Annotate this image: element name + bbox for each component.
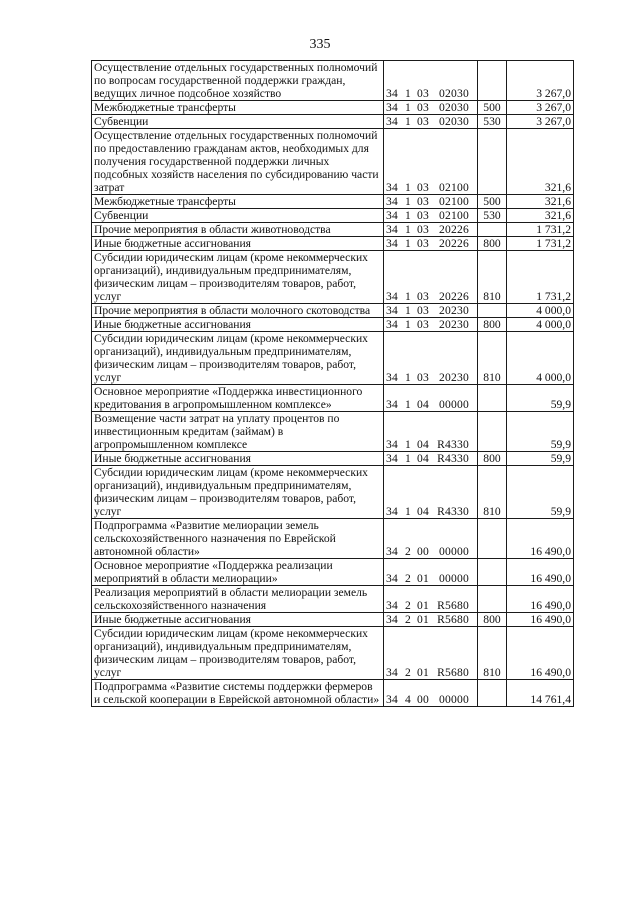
code-segment: 2 xyxy=(405,599,411,612)
row-name: Субсидии юридическим лицам (кроме некоммерческих организаций), индивидуальным предпринимателям, физическим лицам – производителям товаров, работ, услуг xyxy=(92,332,384,385)
code-segment: 34 xyxy=(386,304,398,317)
row-name: Субвенции xyxy=(92,209,384,223)
row-expense-kind: 810 xyxy=(478,466,507,519)
table-row xyxy=(92,680,574,707)
table-row xyxy=(92,129,574,195)
row-amount: 1 731,2 xyxy=(507,251,574,304)
row-code xyxy=(384,466,478,519)
code-segment: 2 xyxy=(405,666,411,679)
row-name: Межбюджетные трансферты xyxy=(92,195,384,209)
row-name: Иные бюджетные ассигнования xyxy=(92,452,384,466)
table-row xyxy=(92,586,574,613)
code-segment: 1 xyxy=(405,209,411,222)
code-segment: 1 xyxy=(405,318,411,331)
row-code xyxy=(384,318,478,332)
row-expense-kind: 800 xyxy=(478,613,507,627)
code-segment: 00000 xyxy=(439,572,469,585)
row-expense-kind: 530 xyxy=(478,209,507,223)
row-name: Возмещение части затрат на уплату процентов по инвестиционным кредитам (займам) в агропромышленном комплексе xyxy=(92,412,384,452)
row-code xyxy=(384,251,478,304)
code-segment: 04 xyxy=(417,398,429,411)
table-row xyxy=(92,223,574,237)
code-segment: 4 xyxy=(405,693,411,706)
row-expense-kind: 500 xyxy=(478,195,507,209)
code-segment: 34 xyxy=(386,115,398,128)
row-expense-kind: 810 xyxy=(478,332,507,385)
table-row xyxy=(92,61,574,101)
code-segment: 02100 xyxy=(439,181,469,194)
row-expense-kind: 810 xyxy=(478,251,507,304)
row-code xyxy=(384,237,478,251)
row-amount: 1 731,2 xyxy=(507,237,574,251)
code-segment: 1 xyxy=(405,438,411,451)
row-name: Иные бюджетные ассигнования xyxy=(92,237,384,251)
code-segment: 04 xyxy=(417,438,429,451)
table-row xyxy=(92,519,574,559)
row-expense-kind xyxy=(478,519,507,559)
row-amount: 3 267,0 xyxy=(507,61,574,101)
row-code xyxy=(384,304,478,318)
code-segment: 1 xyxy=(405,452,411,465)
table-row xyxy=(92,318,574,332)
code-segment: 01 xyxy=(417,666,429,679)
code-segment: 03 xyxy=(417,223,429,236)
code-segment: 01 xyxy=(417,572,429,585)
row-code xyxy=(384,412,478,452)
code-segment: 03 xyxy=(417,209,429,222)
table-row xyxy=(92,209,574,223)
code-segment: 04 xyxy=(417,505,429,518)
code-segment: R5680 xyxy=(437,599,469,612)
row-amount: 59,9 xyxy=(507,412,574,452)
code-segment: 1 xyxy=(405,87,411,100)
table-row xyxy=(92,332,574,385)
row-amount: 321,6 xyxy=(507,195,574,209)
row-amount: 4 000,0 xyxy=(507,304,574,318)
row-code xyxy=(384,115,478,129)
row-name: Прочие мероприятия в области молочного скотоводства xyxy=(92,304,384,318)
code-segment: 20226 xyxy=(439,237,469,250)
row-expense-kind: 500 xyxy=(478,101,507,115)
row-expense-kind xyxy=(478,412,507,452)
row-name: Подпрограмма «Развитие мелиорации земель сельскохозяйственного назначения по Еврейской автономной области» xyxy=(92,519,384,559)
code-segment: 1 xyxy=(405,223,411,236)
row-code xyxy=(384,332,478,385)
table-row xyxy=(92,251,574,304)
code-segment: 02030 xyxy=(439,87,469,100)
code-segment: 34 xyxy=(386,371,398,384)
row-amount: 4 000,0 xyxy=(507,318,574,332)
row-amount: 3 267,0 xyxy=(507,101,574,115)
code-segment: 20230 xyxy=(439,318,469,331)
code-segment: 03 xyxy=(417,290,429,303)
code-segment: 34 xyxy=(386,101,398,114)
row-amount: 16 490,0 xyxy=(507,519,574,559)
row-expense-kind xyxy=(478,680,507,707)
code-segment: 03 xyxy=(417,304,429,317)
budget-table xyxy=(91,60,574,707)
code-segment: 02030 xyxy=(439,101,469,114)
row-expense-kind xyxy=(478,129,507,195)
row-amount: 321,6 xyxy=(507,129,574,195)
row-amount: 321,6 xyxy=(507,209,574,223)
row-expense-kind xyxy=(478,304,507,318)
row-code xyxy=(384,209,478,223)
row-amount: 16 490,0 xyxy=(507,613,574,627)
code-segment: 34 xyxy=(386,613,398,626)
code-segment: 20230 xyxy=(439,304,469,317)
row-amount: 59,9 xyxy=(507,385,574,412)
row-expense-kind xyxy=(478,559,507,586)
row-code xyxy=(384,101,478,115)
table-row xyxy=(92,115,574,129)
code-segment: 01 xyxy=(417,599,429,612)
row-name: Основное мероприятие «Поддержка реализации мероприятий в области мелиорации» xyxy=(92,559,384,586)
row-amount: 1 731,2 xyxy=(507,223,574,237)
code-segment: 1 xyxy=(405,115,411,128)
code-segment: 1 xyxy=(405,304,411,317)
code-segment: 1 xyxy=(405,290,411,303)
table-row xyxy=(92,452,574,466)
code-segment: 1 xyxy=(405,181,411,194)
code-segment: 34 xyxy=(386,195,398,208)
code-segment: 1 xyxy=(405,101,411,114)
row-amount: 4 000,0 xyxy=(507,332,574,385)
row-code xyxy=(384,586,478,613)
table-row xyxy=(92,613,574,627)
row-expense-kind: 800 xyxy=(478,452,507,466)
table-row xyxy=(92,559,574,586)
table-row xyxy=(92,195,574,209)
row-expense-kind xyxy=(478,223,507,237)
table-row xyxy=(92,237,574,251)
row-name: Осуществление отдельных государственных полномочий по предоставлению гражданам актов, необходимых для получения государственной поддержки личных подсобных хозяйств населения по субсидированию части затрат xyxy=(92,129,384,195)
code-segment: 34 xyxy=(386,545,398,558)
code-segment: R4330 xyxy=(437,438,469,451)
code-segment: 20230 xyxy=(439,371,469,384)
row-expense-kind: 800 xyxy=(478,318,507,332)
row-expense-kind xyxy=(478,61,507,101)
code-segment: 03 xyxy=(417,101,429,114)
row-amount: 59,9 xyxy=(507,466,574,519)
row-code xyxy=(384,559,478,586)
code-segment: 34 xyxy=(386,666,398,679)
code-segment: 03 xyxy=(417,318,429,331)
row-name: Иные бюджетные ассигнования xyxy=(92,613,384,627)
code-segment: 34 xyxy=(386,223,398,236)
row-name: Иные бюджетные ассигнования xyxy=(92,318,384,332)
row-name: Субсидии юридическим лицам (кроме некоммерческих организаций), индивидуальным предпринимателям, физическим лицам – производителям товаров, работ, услуг xyxy=(92,251,384,304)
code-segment: 03 xyxy=(417,371,429,384)
code-segment: 34 xyxy=(386,599,398,612)
code-segment: 00000 xyxy=(439,398,469,411)
page-number: 335 xyxy=(309,37,331,52)
code-segment: 03 xyxy=(417,181,429,194)
code-segment: 01 xyxy=(417,613,429,626)
row-name: Реализация мероприятий в области мелиорации земель сельскохозяйственного назначения xyxy=(92,586,384,613)
row-code xyxy=(384,61,478,101)
row-expense-kind: 530 xyxy=(478,115,507,129)
code-segment: 00000 xyxy=(439,545,469,558)
row-code xyxy=(384,452,478,466)
row-code xyxy=(384,519,478,559)
code-segment: 1 xyxy=(405,195,411,208)
code-segment: 02100 xyxy=(439,195,469,208)
row-amount: 16 490,0 xyxy=(507,559,574,586)
row-code xyxy=(384,385,478,412)
code-segment: 00 xyxy=(417,545,429,558)
table-row xyxy=(92,101,574,115)
row-amount: 14 761,4 xyxy=(507,680,574,707)
code-segment: 02030 xyxy=(439,115,469,128)
budget-table-body xyxy=(92,61,574,707)
row-name: Субсидии юридическим лицам (кроме некоммерческих организаций), индивидуальным предпринимателям, физическим лицам – производителям товаров, работ, услуг xyxy=(92,466,384,519)
code-segment: 1 xyxy=(405,371,411,384)
code-segment: 34 xyxy=(386,505,398,518)
code-segment: 34 xyxy=(386,237,398,250)
code-segment: 2 xyxy=(405,545,411,558)
row-expense-kind xyxy=(478,385,507,412)
table-row xyxy=(92,385,574,412)
row-code xyxy=(384,680,478,707)
row-name: Субвенции xyxy=(92,115,384,129)
table-row xyxy=(92,412,574,452)
table-row xyxy=(92,466,574,519)
row-code xyxy=(384,223,478,237)
row-name: Межбюджетные трансферты xyxy=(92,101,384,115)
row-code xyxy=(384,195,478,209)
code-segment: R5680 xyxy=(437,666,469,679)
code-segment: 04 xyxy=(417,452,429,465)
code-segment: R4330 xyxy=(437,452,469,465)
row-code xyxy=(384,627,478,680)
table-row xyxy=(92,304,574,318)
row-name: Осуществление отдельных государственных полномочий по вопросам государственной поддержки граждан, ведущих личное подсобное хозяйство xyxy=(92,61,384,101)
table-row xyxy=(92,627,574,680)
code-segment: 02100 xyxy=(439,209,469,222)
row-name: Подпрограмма «Развитие системы поддержки фермеров и сельской кооперации в Еврейской автономной области» xyxy=(92,680,384,707)
code-segment: 34 xyxy=(386,452,398,465)
code-segment: 20226 xyxy=(439,290,469,303)
code-segment: R5680 xyxy=(437,613,469,626)
row-amount: 59,9 xyxy=(507,452,574,466)
row-name: Субсидии юридическим лицам (кроме некоммерческих организаций), индивидуальным предпринимателям, физическим лицам – производителям товаров, работ, услуг xyxy=(92,627,384,680)
code-segment: 03 xyxy=(417,115,429,128)
row-expense-kind xyxy=(478,586,507,613)
code-segment: 34 xyxy=(386,181,398,194)
row-code xyxy=(384,613,478,627)
code-segment: 2 xyxy=(405,572,411,585)
row-amount: 16 490,0 xyxy=(507,586,574,613)
code-segment: 34 xyxy=(386,318,398,331)
code-segment: 34 xyxy=(386,572,398,585)
code-segment: 03 xyxy=(417,195,429,208)
row-name: Основное мероприятие «Поддержка инвестиционного кредитования в агропромышленном комплексе» xyxy=(92,385,384,412)
code-segment: 1 xyxy=(405,237,411,250)
code-segment: 00 xyxy=(417,693,429,706)
row-name: Прочие мероприятия в области животноводства xyxy=(92,223,384,237)
code-segment: 1 xyxy=(405,398,411,411)
code-segment: 34 xyxy=(386,438,398,451)
code-segment: 00000 xyxy=(439,693,469,706)
code-segment: R4330 xyxy=(437,505,469,518)
code-segment: 1 xyxy=(405,505,411,518)
row-expense-kind: 800 xyxy=(478,237,507,251)
code-segment: 2 xyxy=(405,613,411,626)
code-segment: 03 xyxy=(417,87,429,100)
row-code xyxy=(384,129,478,195)
code-segment: 34 xyxy=(386,87,398,100)
code-segment: 20226 xyxy=(439,223,469,236)
code-segment: 34 xyxy=(386,693,398,706)
row-amount: 16 490,0 xyxy=(507,627,574,680)
code-segment: 34 xyxy=(386,290,398,303)
code-segment: 34 xyxy=(386,209,398,222)
row-expense-kind: 810 xyxy=(478,627,507,680)
row-amount: 3 267,0 xyxy=(507,115,574,129)
code-segment: 34 xyxy=(386,398,398,411)
code-segment: 03 xyxy=(417,237,429,250)
